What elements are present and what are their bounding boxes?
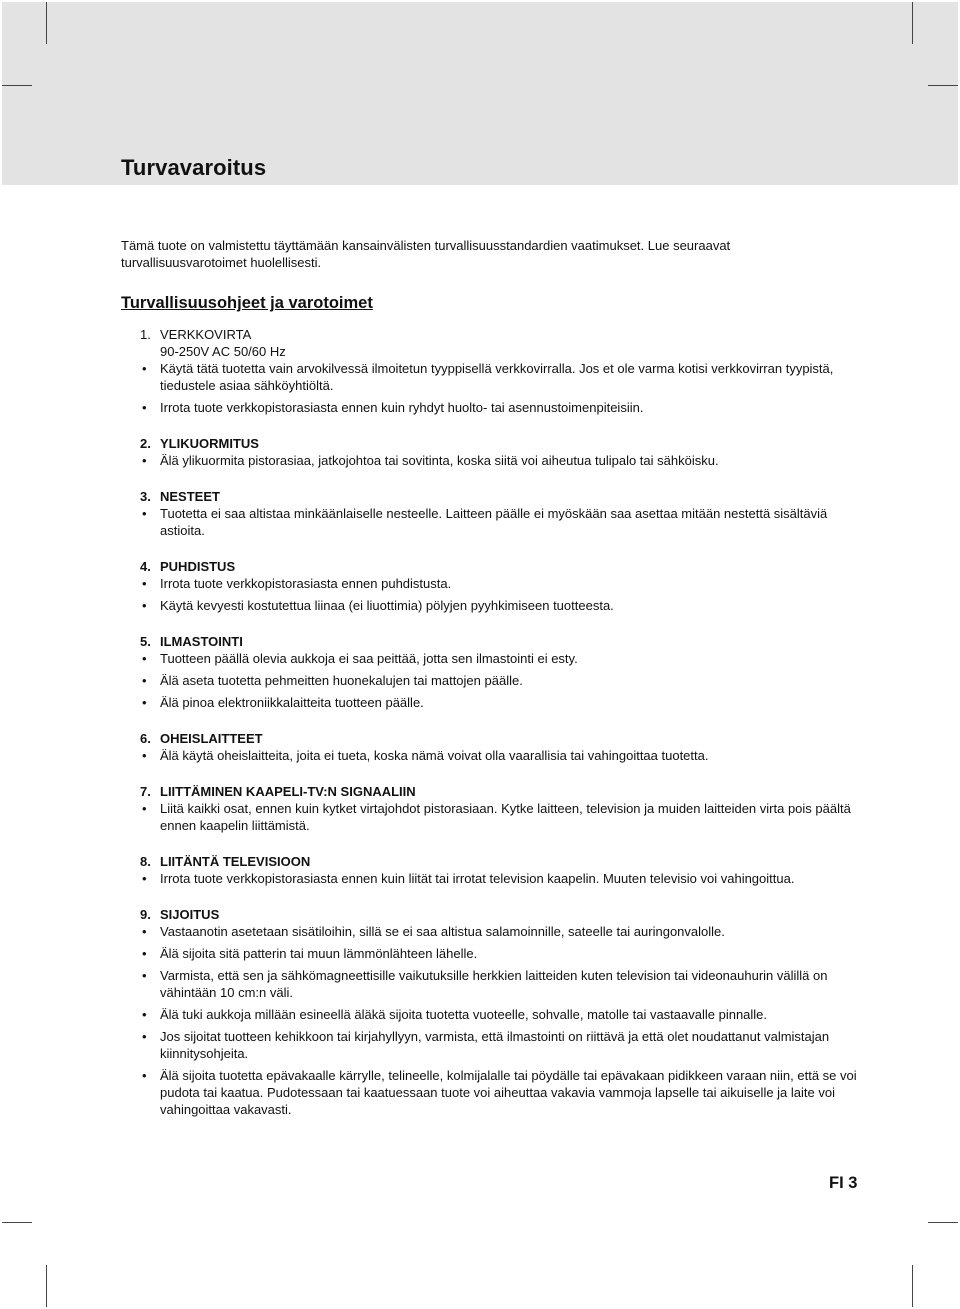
bullet-text: Liitä kaikki osat, ennen kuin kytket virtajohdot pistorasiaan. Kytke laitteen, television ja muiden laitteiden virta pois päältä ennen kaapelin liittämistä. [160,801,851,833]
bullet-text: Älä pinoa elektroniikkalaitteita tuotteen päälle. [160,695,424,710]
bullet-item [140,452,870,469]
bullet-icon: • [142,695,147,710]
page-title: Turvavaroitus [121,155,267,180]
bullet-text: Älä aseta tuotetta pehmeitten huonekalujen tai mattojen päälle. [160,673,523,688]
bullet-text: Älä tuki aukkoja millään esineellä äläkä sijoita tuotetta vuoteelle, sohvalle, matolle tai vastaavalle pinnalle. [160,1007,768,1022]
bullet-text: Älä sijoita sitä patterin tai muun lämmönlähteen lähelle. [160,946,478,961]
bullet-item [140,800,870,834]
bullet-list [140,923,870,1118]
bullet-text: Käytä kevyesti kostutettua liinaa (ei liuottimia) pölyjen pyyhkimiseen tuotteesta. [160,598,614,613]
safety-item-heading [140,435,870,452]
bullet-icon: • [142,1029,147,1044]
bullet-icon: • [142,400,147,415]
bullet-icon: • [142,1068,147,1083]
item-title: LIITÄNTÄ TELEVISIOON [160,854,311,869]
bullet-text: Irrota tuote verkkopistorasiasta ennen puhdistusta. [160,576,452,591]
bullet-text: Käytä tätä tuotetta vain arvokilvessä ilmoitetun tyyppisellä verkkovirralla. Jos et ole varma kotisi verkkovirran tyypistä, tiedustele asiaa sähköyhtiöltä. [160,361,834,393]
bullet-icon: • [142,801,147,816]
item-title: NESTEET [160,489,220,504]
bullet-item [140,1006,870,1023]
item-title: ILMASTOINTI [160,634,243,649]
bullet-item [140,923,870,940]
bullet-list [140,650,870,711]
bullet-icon: • [142,968,147,983]
crop-mark [46,1265,47,1307]
safety-item [140,730,870,764]
safety-item-heading [140,633,870,650]
safety-item-heading [140,488,870,505]
bullet-item [140,870,870,887]
safety-instructions-list [140,326,870,1137]
safety-item [140,783,870,834]
item-title: YLIKUORMITUS [160,436,259,451]
crop-mark [46,2,47,44]
item-title: PUHDISTUS [160,559,236,574]
crop-mark [928,1222,958,1223]
safety-item-heading [140,906,870,923]
item-spec-line: 90-250V AC 50/60 Hz [160,344,286,359]
safety-item [140,558,870,614]
bullet-list [140,452,870,469]
safety-item [140,435,870,469]
bullet-icon: • [142,946,147,961]
safety-item [140,906,870,1118]
crop-mark [928,85,958,86]
bullet-list [140,575,870,614]
item-title: VERKKOVIRTA [160,327,252,342]
bullet-text: Irrota tuote verkkopistorasiasta ennen kuin liität tai irrotat television kaapelin. Muuten televisio voi vahingoittua. [160,871,795,886]
item-number: 7. [140,784,151,799]
bullet-icon: • [142,673,147,688]
bullet-item [140,672,870,689]
bullet-item [140,399,870,416]
safety-item [140,326,870,416]
bullet-item [140,747,870,764]
bullet-text: Älä sijoita tuotetta epävakaalle kärrylle, telineelle, kolmijalalle tai pöydälle tai epävakaan pidikkeen varaan niin, että se voi pudota tai kaatua. Pudotessaan tai kaatuessaan tuote voi aiheuttaa vakavia vammoja lapselle tai aikuiselle ja laite voi vahingoittaa vakavasti. [160,1068,857,1117]
bullet-icon: • [142,598,147,613]
crop-mark [2,85,32,86]
bullet-list [140,747,870,764]
bullet-text: Älä ylikuormita pistorasiaa, jatkojohtoa tai sovitinta, koska siitä voi aiheutua tulipalo tai sähköisku. [160,453,719,468]
safety-item-heading [140,326,870,343]
safety-item [140,488,870,539]
bullet-text: Irrota tuote verkkopistorasiasta ennen kuin ryhdyt huolto- tai asennustoimenpiteisiin. [160,400,644,415]
bullet-item [140,505,870,539]
safety-item-heading [140,730,870,747]
bullet-list [140,360,870,416]
item-title: LIITTÄMINEN KAAPELI-TV:N SIGNAALIIN [160,784,416,799]
item-number: 5. [140,634,151,649]
safety-item [140,853,870,887]
safety-item [140,633,870,711]
bullet-icon: • [142,924,147,939]
bullet-icon: • [142,506,147,521]
item-number: 4. [140,559,151,574]
item-number: 2. [140,436,151,451]
bullet-item [140,650,870,667]
crop-mark [2,1222,32,1223]
section-title: Turvallisuusohjeet ja varotoimet [121,294,373,312]
bullet-item [140,694,870,711]
item-number: 3. [140,489,151,504]
bullet-icon: • [142,748,147,763]
bullet-icon: • [142,651,147,666]
item-number: 6. [140,731,151,746]
bullet-item [140,360,870,394]
item-title: SIJOITUS [160,907,220,922]
bullet-item [140,1067,870,1118]
item-number: 8. [140,854,151,869]
crop-mark [912,1265,913,1307]
safety-item-heading [140,558,870,575]
page-number: FI 3 [829,1174,858,1192]
bullet-item [140,1028,870,1062]
bullet-text: Tuotteen päällä olevia aukkoja ei saa peittää, jotta sen ilmastointi ei esty. [160,651,578,666]
bullet-icon: • [142,871,147,886]
bullet-text: Vastaanotin asetetaan sisätiloihin, sillä se ei saa altistua salamoinnille, sateelle tai auringonvalolle. [160,924,725,939]
bullet-icon: • [142,361,147,376]
crop-mark [912,2,913,44]
bullet-text: Älä käytä oheislaitteita, joita ei tueta, koska nämä voivat olla vaarallisia tai vahingoittaa tuotetta. [160,748,709,763]
bullet-list [140,870,870,887]
bullet-icon: • [142,453,147,468]
bullet-list [140,505,870,539]
bullet-list [140,800,870,834]
bullet-icon: • [142,1007,147,1022]
bullet-text: Tuotetta ei saa altistaa minkäänlaiselle nesteelle. Laitteen päälle ei myöskään saa asettaa mitään nestettä sisältäviä astioita. [160,506,828,538]
bullet-item [140,575,870,592]
item-number: 9. [140,907,151,922]
bullet-icon: • [142,576,147,591]
safety-item-heading [140,783,870,800]
bullet-item [140,597,870,614]
bullet-text: Varmista, että sen ja sähkömagneettisille vaikutuksille herkkien laitteiden kuten television tai videonauhurin välillä on vähintään 10 cm:n väli. [160,968,828,1000]
bullet-text: Jos sijoitat tuotteen kehikkoon tai kirjahyllyyn, varmista, että ilmastointi on riittävä ja että olet noudattanut valmistajan kiinnitysohjeita. [160,1029,830,1061]
item-title: OHEISLAITTEET [160,731,263,746]
intro-paragraph: Tämä tuote on valmistettu täyttämään kansainvälisten turvallisuusstandardien vaatimukset. Lue seuraavat turvallisuusvarotoimet huolellisesti. [121,238,731,270]
safety-item-heading [140,853,870,870]
bullet-item [140,967,870,1001]
item-number: 1. [140,327,151,342]
bullet-item [140,945,870,962]
